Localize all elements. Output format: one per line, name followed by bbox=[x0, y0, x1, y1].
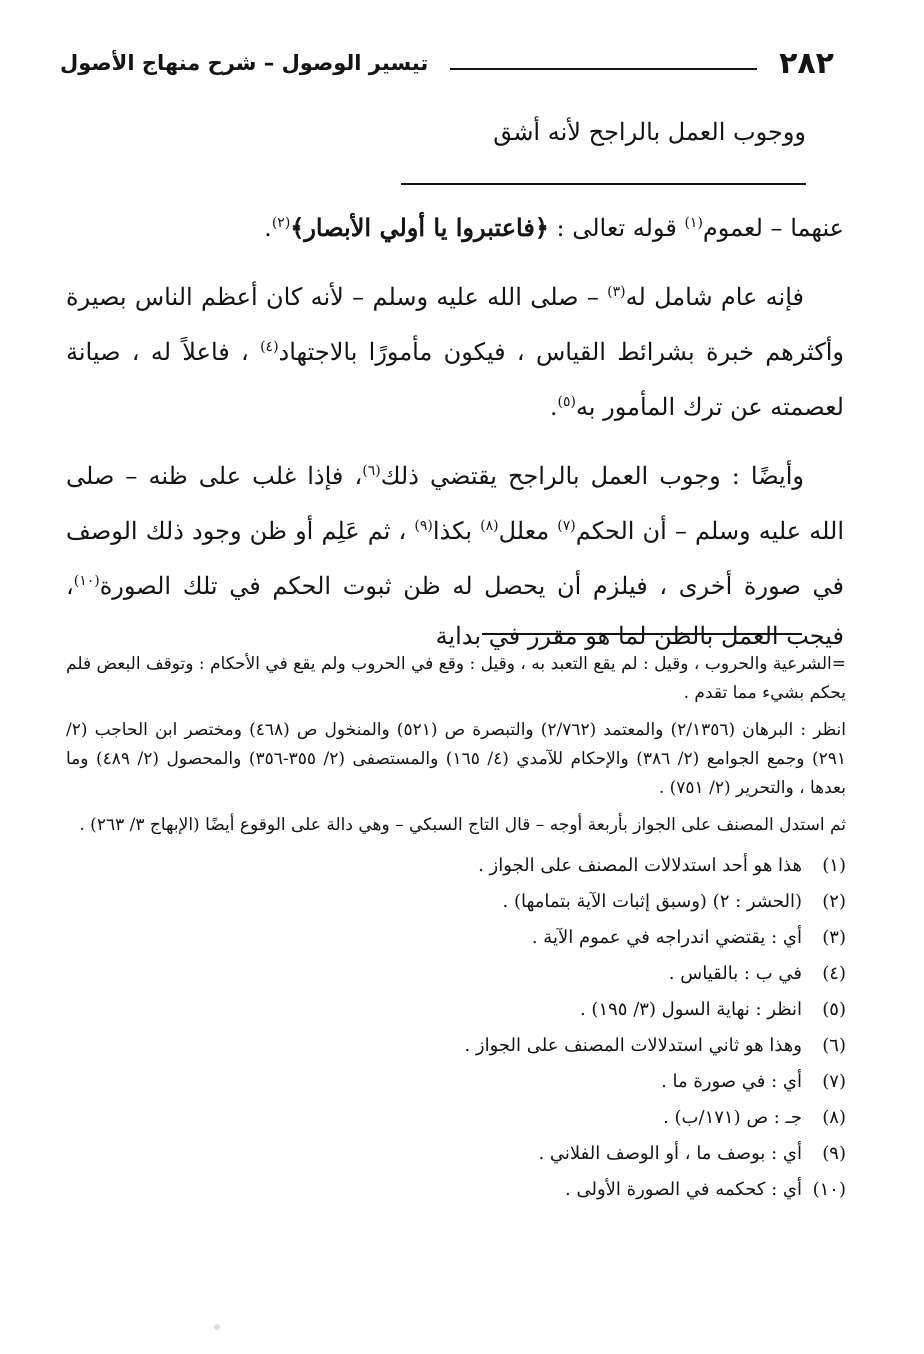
footnote-text: أي : في صورة ما . bbox=[661, 1071, 802, 1092]
footnote-text: جـ : ص (١٧١/ب) . bbox=[663, 1107, 802, 1128]
footnote-item bbox=[66, 884, 846, 920]
footnote-item bbox=[66, 956, 846, 992]
footnote-text: هذا هو أحد استدلالات المصنف على الجواز . bbox=[478, 855, 802, 876]
footnote-item bbox=[66, 848, 846, 884]
footnote-list bbox=[66, 848, 846, 1208]
footnote-number: (٧) bbox=[822, 1071, 846, 1092]
quran-verse: ﴿فاعتبروا يا أولي الأبصار﴾ bbox=[290, 213, 549, 242]
p3-text-b: ، فإذا غلب على ظنه – صلى الله عليه وسلم – أن الحكم bbox=[66, 462, 845, 545]
footnote-item bbox=[66, 1028, 846, 1064]
p2-text-a: فإنه عام شامل له bbox=[625, 283, 804, 311]
footnote-separator bbox=[482, 633, 802, 635]
running-title: تيسير الوصول – شرح منهاج الأصول bbox=[60, 51, 429, 75]
p3-text-a: وأيضًا : وجوب العمل بالراجح يقتضي ذلك bbox=[380, 462, 804, 490]
footnote-item bbox=[66, 1100, 846, 1136]
boxed-heading-rule bbox=[401, 183, 806, 185]
boxed-heading: ووجوب العمل بالراجح لأنه أشق bbox=[493, 118, 806, 146]
footnote-item bbox=[66, 1172, 846, 1208]
paragraph-2 bbox=[66, 267, 844, 432]
footnote-ref-3: (٣) bbox=[607, 284, 626, 300]
footnote-number: (١٠) bbox=[812, 1179, 846, 1200]
footnote-text: في ب : بالقياس . bbox=[668, 963, 802, 984]
footnote-item bbox=[66, 920, 846, 956]
page-number: ٢٨٢ bbox=[779, 45, 834, 81]
footnote-number: (٥) bbox=[822, 999, 846, 1020]
footnote-number: (٤) bbox=[822, 963, 846, 984]
footnote-number: (٨) bbox=[822, 1107, 846, 1128]
p3-text-f: ، فيجب العمل بالظن لما هو مقرر في بداية bbox=[66, 572, 844, 650]
continued-note-1: =الشرعية والحروب ، وقيل : لم يقع التعبد به ، وقيل : وقع في الحروب ولم يقع في الأحكام : وتوقف البعض فلم يحكم بشيء مما تقدم . bbox=[66, 654, 847, 703]
p1-text-mid: قوله تعالى : bbox=[548, 214, 685, 242]
continued-note-3: ثم استدل المصنف على الجواز بأربعة أوجه – قال التاج السبكي – وهي دالة على الوقوع أيضًا (الإبهاج ٣/ ٢٦٣) . bbox=[79, 815, 846, 835]
header-rule bbox=[450, 68, 757, 70]
p3-text-d: بكذا bbox=[432, 517, 481, 545]
footnote-item bbox=[66, 1064, 846, 1100]
footnote-text: أي : يقتضي اندراجه في عموم الآية . bbox=[531, 927, 802, 948]
footnote-ref-9: (٩) bbox=[414, 518, 433, 534]
p2-text-d: . bbox=[549, 393, 558, 421]
p2-text-c: ، فاعلاً له ، صيانة لعصمته عن ترك المأمور به bbox=[66, 338, 844, 421]
footnote-number: (٩) bbox=[822, 1143, 846, 1164]
footnote-ref-2: (٢) bbox=[271, 215, 291, 231]
footnote-item bbox=[66, 1136, 846, 1172]
footnote-text: انظر : نهاية السول (٣/ ١٩٥) . bbox=[579, 999, 802, 1020]
p1-text-after: . bbox=[264, 214, 272, 242]
footnote-text: أي : كحكمه في الصورة الأولى . bbox=[565, 1179, 802, 1200]
footnote-number: (٢) bbox=[822, 891, 846, 912]
footnote-ref-8: (٨) bbox=[480, 518, 499, 534]
continued-footnote bbox=[66, 650, 846, 840]
footnote-text: (الحشر : ٢) (وسبق إثبات الآية بتمامها) . bbox=[502, 891, 802, 912]
p3-text-e: ، ثم عَلِم أو ظن وجود ذلك الوصف في صورة أخرى ، فيلزم أن يحصل له ظن ثبوت الحكم في تلك الصورة bbox=[66, 517, 844, 600]
scan-dot bbox=[214, 1324, 220, 1330]
footnote-ref-6: (٦) bbox=[362, 463, 381, 479]
main-text bbox=[66, 198, 844, 675]
p2-text-b: – صلى الله عليه وسلم – لأنه كان أعظم الناس بصيرة وأكثرهم خبرة بشرائط القياس ، فيكون مأمورًا بالاجتهاد bbox=[66, 283, 844, 366]
footnote-ref-5: (٥) bbox=[557, 394, 576, 410]
p1-text-before: عنهما – لعموم bbox=[702, 214, 844, 242]
footnote-ref-7: (٧) bbox=[557, 518, 576, 534]
paragraph-3 bbox=[66, 446, 844, 661]
continued-note-2: انظر : البرهان (٢/١٣٥٦) والمعتمد (٢/٧٦٢) والتبصرة ص (٥٢١) والمنخول ص (٤٦٨) ومختصر ابن الحاجب (٢/ ٢٩١) وجمع الجوامع (٢/ ٣٨٦) والإحكام للآمدي (٤/ ١٦٥) والمستصفى (٢/ ٣٥٥-٣٥٦) والمحصول (٢/ ٤٨٩) وما بعدها ، والتحرير (٢/ ٧٥١) . bbox=[66, 720, 846, 798]
footnote-number: (٦) bbox=[822, 1035, 846, 1056]
footnote-number: (٣) bbox=[822, 927, 846, 948]
footnotes bbox=[66, 650, 846, 1208]
footnote-number: (١) bbox=[822, 855, 846, 876]
footnote-ref-1: (١) bbox=[684, 215, 703, 231]
page-header bbox=[60, 40, 834, 86]
footnote-text: وهذا هو ثاني استدلالات المصنف على الجواز . bbox=[464, 1035, 802, 1056]
footnote-ref-10: (١٠) bbox=[73, 573, 100, 589]
paragraph-1 bbox=[66, 198, 844, 253]
footnote-text: أي : بوصف ما ، أو الوصف الفلاني . bbox=[538, 1143, 802, 1164]
p3-text-c: معلل bbox=[498, 517, 558, 545]
footnote-ref-4: (٤) bbox=[260, 339, 279, 355]
footnote-item bbox=[66, 992, 846, 1028]
